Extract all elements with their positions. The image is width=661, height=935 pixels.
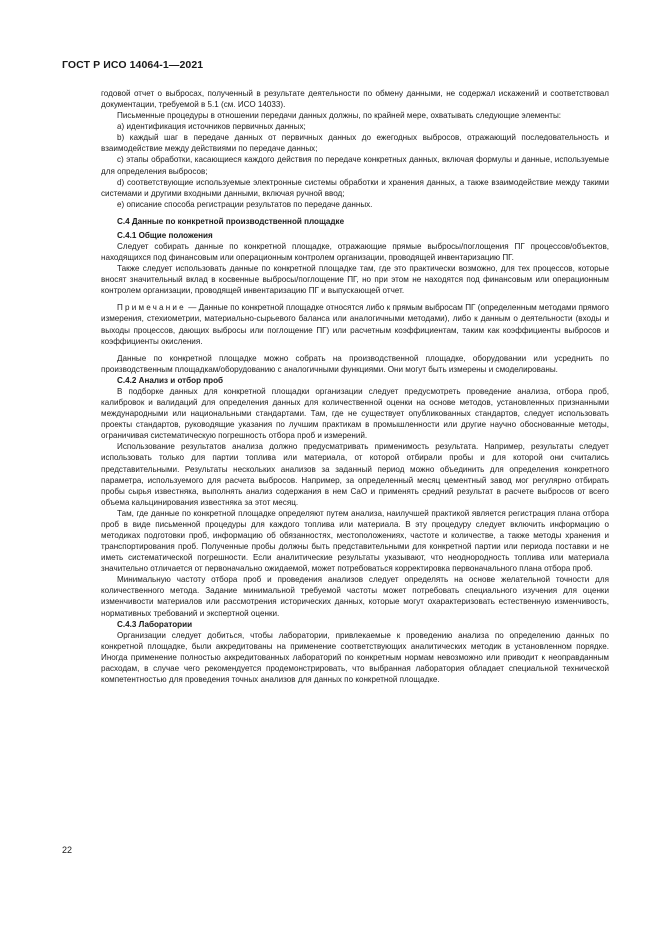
section-heading: С.4 Данные по конкретной производственной площадке [117,216,345,226]
document-header: ГОСТ Р ИСО 14064-1—2021 [62,59,204,71]
paragraph: годовой отчет о выбросах, полученный в результате деятельности по обмену данными, не содержал искажений и соответствовал документации, требуемой в 5.1 (см. ИСО 14033). [101,89,609,110]
subsection-heading: С.4.3 Лаборатории [117,619,193,629]
page-content [101,88,609,685]
paragraph: Там, где данные по конкретной площадке определяют путем анализа, наилучшей практикой является регистрация плана отбора проб в виде письменной процедуры для каждого топлива или материала. В эту процедуру следует включить информацию о методиках подготовки проб, информацию об обязанностях, местоположениях, частоте и количестве, а также методы хранения и транспортирования проб. Полученные пробы должны быть представительными для конкретной партии или периода поставки и не иметь систематической погрешности. Если аналитические результаты указывают, что неоднородность топлива или материала значительно отличается от первоначально ожидаемой, может потребоваться корректировка первоначального плана отбора проб. [101,508,609,574]
list-item: b) каждый шаг в передаче данных от первичных данных до ежегодных выбросов, отражающий последовательность и взаимодействие между действиями по передаче данных; [101,133,609,154]
paragraph: Следует собирать данные по конкретной площадке, отражающие прямые выбросы/поглощения ПГ процессов/объектов, находящихся под финансовым или операционным контролем организации, проводящей инвентаризацию ПГ. [101,242,609,263]
list-item: a) идентификация источников первичных данных; [117,122,306,132]
list-item: c) этапы обработки, касающиеся каждого действия по передаче конкретных данных, включая формулы и данные, используемые для определения выбросов; [101,155,609,176]
paragraph: Использование результатов анализа должно предусматривать применимость результата. Например, результаты следует использовать только для партии топлива или материала, от которой отбирали пробы и для которой они считались представительными. Результаты нескольких анализов за заданный период можно объединить для определения конкретного параметра, используемого для расчета выбросов. Например, за определенный месяц цементный завод мог регулярно отбирать пробы сырья известняка, выполнять анализ содержания в нем CaO и применять средний результат в расчете выбросов от всего объема кальцинирования известняка за этот месяц. [101,442,609,507]
list-item: d) соответствующие используемые электронные системы обработки и хранения данных, а также взаимодействие между такими системами и другими входными данными, включая ручной ввод; [101,177,609,198]
paragraph: Данные по конкретной площадке можно собрать на производственной площадке, оборудовании или усреднить по производственным площадкам/оборудованию с аналогичными функциями. Они могут быть измерены и смоделированы. [101,353,609,374]
paragraph: В подборке данных для конкретной площадки организации следует предусмотреть проведение анализа, отбора проб, калибровок и валидаций для определения данных для количественной оценки на основе методов, установленных признанными международными или национальными стандартами. Там, где не существует опубликованных стандартов, следует использовать проекты стандартов, руководящие указания по лучшим практикам в промышленности или другие научно обоснованные методы, ограничивая систематическую погрешность отбора проб и измерений. [101,386,609,441]
paragraph: Минимальную частоту отбора проб и проведения анализов следует определять на основе желательной точности для количественного метода. Задание минимальной требуемой частоты может потребовать специального изучения для оценки изменчивости материалов или рассмотрения исторических данных, которые могут охарактеризовать естественную изменчивость, нормативных требований и экспертной оценки. [101,575,609,618]
list-item: e) описание способа регистрации результатов по передаче данных. [117,199,373,209]
note-text: — Данные по конкретной площадке относятся либо к прямым выбросам ПГ (определенным методами прямого измерения, стехиометрии, материально-сырьевого баланса или аналогичными методами), либо к данным о деятельности (входы и выходы процессов, дающих выбросы или поглощение ПГ) или расчетным коэффициентам, таким как коэффициенты выбросов и коэффициенты окисления. [101,303,609,346]
paragraph: Организации следует добиться, чтобы лаборатории, привлекаемые к проведению анализа по определению данных по конкретной площадке, были аккредитованы на применение соответствующих аналитических методик в установленном порядке. Иногда применение полностью аккредитованных лабораторий по конкретным нормам невозможно или приводит к неоправданным расходам, в случае чего рекомендуется продемонстрировать, что выбранная лаборатория обладает специальной технической компетентностью для проведения точных анализов для данных по конкретной площадке. [101,630,609,684]
subsection-heading: С.4.2 Анализ и отбор проб [117,375,224,385]
paragraph: Письменные процедуры в отношении передачи данных должны, по крайней мере, охватывать следующие элементы: [117,111,562,121]
note-label: Примечание [117,303,186,313]
paragraph: Также следует использовать данные по конкретной площадке там, где это практически возможно, для тех процессов, которые вносят значительный вклад в косвенные выбросы/поглощение ПГ, но при этом не находятся под финансовым или операционным контролем организации, проводящей инвентаризацию ПГ и выпускающей отчет. [101,264,609,296]
page-number: 22 [62,845,73,855]
subsection-heading: С.4.1 Общие положения [117,230,213,240]
note [101,302,609,346]
